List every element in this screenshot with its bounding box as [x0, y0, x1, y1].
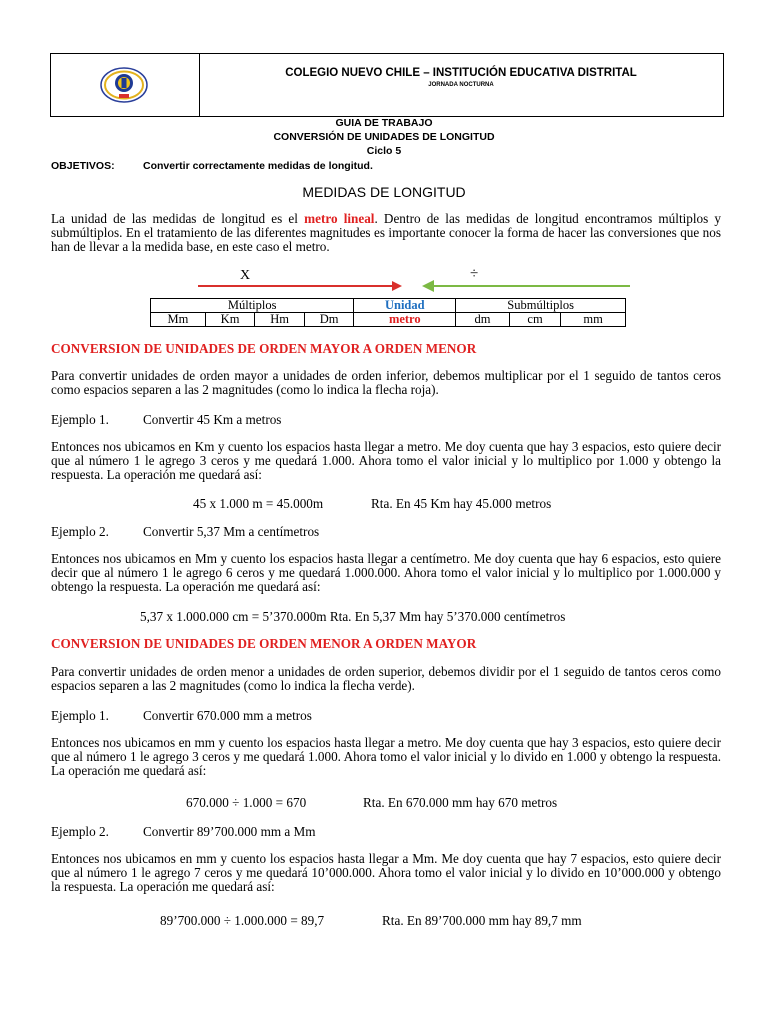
- divide-symbol: ÷: [470, 266, 479, 282]
- multiply-symbol: X: [240, 268, 251, 283]
- s1-example1-text: Entonces nos ubicamos en Km y cuento los espacios hasta llegar a metro. Me doy cuenta que hay 3 espacios, esto quiere decir que al número 1 le agrego 3 ceros y me quedará 1.000. Ahora tomo el valor inicial y lo multiplico por 1.000 y obtengo la respuesta. La operación me quedará así:: [51, 439, 721, 482]
- unit-cell: Mm: [151, 313, 206, 327]
- guide-title: GUIA DE TRABAJO: [335, 117, 433, 129]
- s2-example2-task: Convertir 89’700.000 mm a Mm: [143, 824, 316, 839]
- school-name: COLEGIO NUEVO CHILE – INSTITUCIÓN EDUCATIVA DISTRITAL: [285, 67, 637, 79]
- unit-cell-base: metro: [354, 313, 456, 327]
- s2-example2-label: Ejemplo 2.: [51, 824, 109, 839]
- s1-example1-operation: 45 x 1.000 m = 45.000m: [193, 496, 324, 511]
- s1-example1-label: Ejemplo 1.: [51, 412, 109, 427]
- units-header-row: [151, 299, 626, 313]
- guide-cycle: Ciclo 5: [366, 145, 402, 157]
- multiplos-header: Múltiplos: [151, 299, 354, 313]
- units-table: [150, 298, 626, 327]
- s1-example2-operation: 5,37 x 1.000.000 cm = 5’370.000m Rta. En 5,37 Mm hay 5’370.000 centímetros: [140, 609, 566, 624]
- school-subtitle: JORNADA NOCTURNA: [428, 82, 494, 88]
- s2-example1-text: Entonces nos ubicamos en mm y cuento los espacios hasta llegar a metro. Me doy cuenta que hay 3 espacios, esto quiere decir que al número 1 le agrego 3 ceros y me quedará 1.000. Ahora tomo el valor inicial y lo divido en 1.000 y obtengo la respuesta. La operación me quedará así:: [51, 735, 721, 778]
- s2-example2-operation: 89’700.000 ÷ 1.000.000 = 89,7: [160, 913, 325, 928]
- objectives-label: OBJETIVOS:: [51, 160, 115, 172]
- units-row: [151, 313, 626, 327]
- s2-example2-text: Entonces nos ubicamos en mm y cuento los espacios hasta llegar a Mm. Me doy cuenta que hay 7 espacios, esto quiere decir que al número 1 le agrego 7 ceros y me quedará 10’000.000. Ahora tomo el valor inicial y lo divido en 10’000.000 y obtengo la respuesta. La operación me quedará así:: [51, 851, 721, 894]
- s1-example2-label: Ejemplo 2.: [51, 524, 109, 539]
- intro-highlight: metro lineal: [304, 211, 375, 226]
- s1-example1-answer: Rta. En 45 Km hay 45.000 metros: [371, 496, 552, 511]
- school-logo: [100, 66, 148, 104]
- green-arrow-head: [422, 280, 434, 292]
- logo-cell: [51, 54, 200, 116]
- red-arrow-head: [392, 281, 402, 291]
- unit-cell: Hm: [255, 313, 305, 327]
- section2-heading: CONVERSION DE UNIDADES DE ORDEN MENOR A ORDEN MAYOR: [51, 636, 477, 651]
- s1-example2-text: Entonces nos ubicamos en Mm y cuento los espacios hasta llegar a centímetro. Me doy cuenta que hay 6 espacios, esto quiere decir que al número 1 le agrego 6 ceros y me quedará 1.000.000. Ahora tomo el valor inicial y lo multiplico por 1.000.000 y obtengo la respuesta. La operación me quedará así:: [51, 551, 721, 594]
- s2-example1-answer: Rta. En 670.000 mm hay 670 metros: [363, 795, 558, 810]
- unit-cell: mm: [561, 313, 626, 327]
- submultiplos-header: Submúltiplos: [456, 299, 626, 313]
- guide-subject: CONVERSIÓN DE UNIDADES DE LONGITUD: [273, 131, 495, 143]
- unit-cell: cm: [509, 313, 560, 327]
- unit-cell: Dm: [304, 313, 354, 327]
- s2-example1-operation: 670.000 ÷ 1.000 = 670: [186, 795, 307, 810]
- conversion-arrows: [190, 268, 640, 298]
- section-title: MEDIDAS DE LONGITUD: [302, 184, 466, 200]
- unidad-header: Unidad: [354, 299, 456, 313]
- unit-cell: dm: [456, 313, 510, 327]
- s1-example2-task: Convertir 5,37 Mm a centímetros: [143, 524, 320, 539]
- section1-intro: Para convertir unidades de orden mayor a unidades de orden inferior, debemos multiplicar por el 1 seguido de tantos ceros como espacios separen a las 2 magnitudes (como lo indica la flecha roja).: [51, 368, 721, 397]
- s1-example1-task: Convertir 45 Km a metros: [143, 412, 282, 427]
- section2-intro: Para convertir unidades de orden menor a unidades de orden superior, debemos dividir por el 1 seguido de tantos ceros como espacios separen a las 2 magnitudes (como lo indica la flecha verde).: [51, 664, 721, 693]
- s2-example1-label: Ejemplo 1.: [51, 708, 109, 723]
- s2-example1-task: Convertir 670.000 mm a metros: [143, 708, 312, 723]
- unit-cell: Km: [205, 313, 255, 327]
- s2-example2-answer: Rta. En 89’700.000 mm hay 89,7 mm: [382, 913, 582, 928]
- intro-part1: La unidad de las medidas de longitud es el: [51, 211, 305, 226]
- section1-heading: CONVERSION DE UNIDADES DE ORDEN MAYOR A ORDEN MENOR: [51, 341, 477, 356]
- intro-part2: . Dentro de las medidas de longitud encontramos múltiplos y submúltiplos. En el tratamiento de las diferentes magnitudes es importante conocer la forma de hacer las conversiones que nos han de llevar a la medida base, en este caso el metro.: [51, 211, 721, 254]
- intro-paragraph: [51, 212, 721, 254]
- school-header: [50, 53, 724, 117]
- objectives-text: Convertir correctamente medidas de longitud.: [143, 160, 373, 172]
- arrow-graphics: [190, 276, 640, 296]
